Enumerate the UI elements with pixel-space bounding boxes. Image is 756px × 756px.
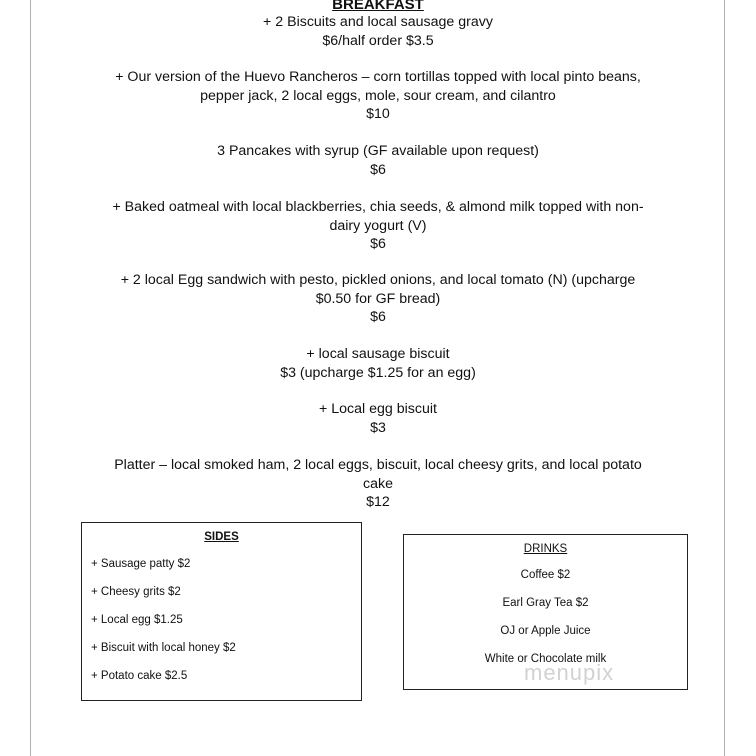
drinks-heading: DRINKS xyxy=(523,543,568,555)
menu-title: BREAKFAST xyxy=(332,0,424,13)
side-item: + Cheesy grits $2 xyxy=(91,586,181,598)
menu-item xyxy=(90,400,666,437)
sides-heading: SIDES xyxy=(204,531,239,543)
menu-item-line: dairy yogurt (V) xyxy=(329,217,427,234)
page-border-left xyxy=(30,0,31,756)
menu-item xyxy=(90,345,666,382)
menu-item xyxy=(90,68,666,124)
menu-item-line: + Local egg biscuit xyxy=(319,401,437,417)
menu-item xyxy=(90,198,666,254)
drink-item: Coffee $2 xyxy=(520,569,571,581)
watermark: menupix xyxy=(524,660,615,685)
menu-item-line: + 2 Biscuits and local sausage gravy xyxy=(263,14,493,30)
menu-item-line: pepper jack, 2 local eggs, mole, sour cream, and cilantro xyxy=(200,87,556,104)
side-item: + Biscuit with local honey $2 xyxy=(91,642,236,654)
drink-item: White or Chocolate milk xyxy=(484,653,607,665)
menu-item xyxy=(90,271,666,327)
sides-box xyxy=(81,522,362,701)
menu-item-price: $6/half order $3.5 xyxy=(322,32,434,49)
drink-item: Earl Gray Tea $2 xyxy=(502,597,589,609)
menu-item-line: cake xyxy=(363,475,393,492)
menu-item xyxy=(90,456,666,512)
menu-item-price: $3 (upcharge $1.25 for an egg) xyxy=(280,364,476,381)
menu-item-price: $10 xyxy=(366,106,390,122)
menu-item-price: $12 xyxy=(366,494,390,510)
menu-item-price: $3 xyxy=(370,419,386,436)
drink-item: OJ or Apple Juice xyxy=(500,625,591,637)
side-item: + Local egg $1.25 xyxy=(91,614,183,626)
page-border-right xyxy=(724,0,725,756)
menu-item xyxy=(90,142,666,179)
menu-item xyxy=(90,13,666,50)
menu-item-line: + local sausage biscuit xyxy=(306,346,450,362)
menu-item-line: Platter – local smoked ham, 2 local eggs, biscuit, local cheesy grits, and local potato xyxy=(114,457,642,473)
menu-item-line: + Baked oatmeal with local blackberries, chia seeds, & almond milk topped with non- xyxy=(112,199,644,215)
menu-item-price: $6 xyxy=(370,236,386,252)
menu-item-line: 3 Pancakes with syrup (GF available upon request) xyxy=(217,143,539,159)
menu-item-price: $6 xyxy=(370,309,386,325)
menu-item-line: + 2 local Egg sandwich with pesto, pickled onions, and local tomato (N) (upcharge xyxy=(120,272,636,288)
side-item: + Sausage patty $2 xyxy=(91,558,191,570)
menu-item-line: + Our version of the Huevo Rancheros – corn tortillas topped with local pinto beans, xyxy=(115,69,641,85)
menu-item-price: $6 xyxy=(370,161,386,178)
side-item: + Potato cake $2.5 xyxy=(91,670,188,682)
menu-item-line: $0.50 for GF bread) xyxy=(315,290,441,307)
